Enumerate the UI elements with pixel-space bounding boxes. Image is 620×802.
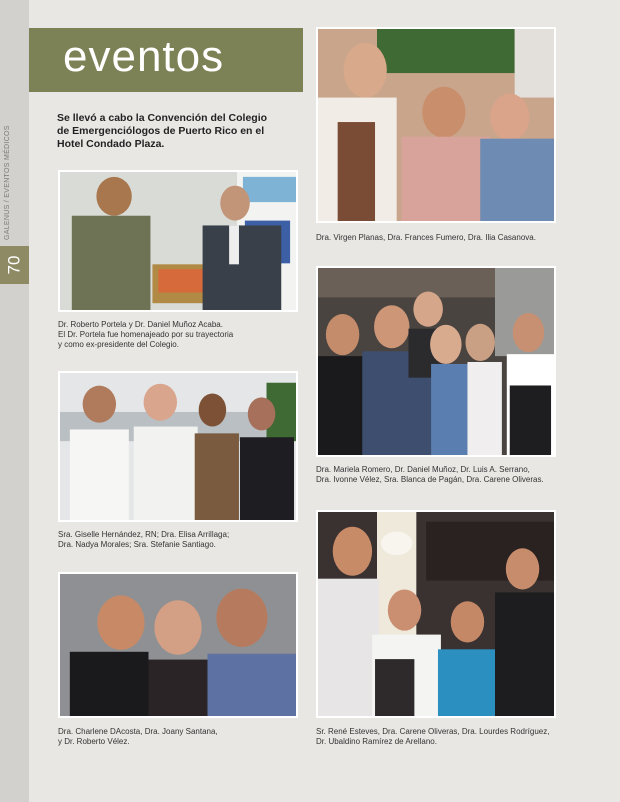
caption-group-four <box>316 727 576 747</box>
intro-line-2: de Emergenciólogos de Puerto Rico en el <box>57 125 265 137</box>
caption-award-line-1: Dr. Roberto Portela y Dr. Daniel Muñoz Acaba. <box>58 320 223 329</box>
side-strip <box>0 0 29 802</box>
caption-terrace <box>58 530 298 550</box>
caption-trio-line-2: y Dr. Roberto Vélez. <box>58 737 130 746</box>
photo-three-women-image <box>318 29 554 221</box>
caption-three-women <box>316 233 566 243</box>
page-number: 70 <box>4 255 24 275</box>
header-bar <box>29 28 303 92</box>
caption-award <box>58 320 298 350</box>
caption-group-four-line-2: Dr. Ubaldino Ramírez de Arellano. <box>316 737 437 746</box>
photo-group-six <box>316 266 556 457</box>
intro-text <box>57 112 297 151</box>
caption-group-six-line-2: Dra. Ivonne Vélez, Sra. Blanca de Pagán, Dra. Carene Oliveras. <box>316 475 544 484</box>
photo-group-six-image <box>318 268 554 455</box>
intro-line-1: Se llevó a cabo la Convención del Colegio <box>57 112 268 124</box>
caption-terrace-line-2: Dra. Nadya Morales; Sra. Stefanie Santiago. <box>58 540 216 549</box>
caption-group-six-line-1: Dra. Mariela Romero, Dr. Daniel Muñoz, Dr. Luis A. Serrano, <box>316 465 530 474</box>
caption-trio-line-1: Dra. Charlene DAcosta, Dra. Joany Santana, <box>58 727 218 736</box>
photo-trio-image <box>60 574 296 716</box>
intro-line-3: Hotel Condado Plaza. <box>57 138 165 150</box>
section-label: GALENUS / EVENTOS MÉDICOS <box>4 125 11 240</box>
photo-award <box>58 170 298 312</box>
photo-award-image <box>60 172 296 310</box>
caption-terrace-line-1: Sra. Giselle Hernández, RN; Dra. Elisa Arrillaga; <box>58 530 230 539</box>
photo-group-four <box>316 510 556 718</box>
caption-award-line-3: y como ex-presidente del Colegio. <box>58 340 179 349</box>
caption-group-six <box>316 465 576 485</box>
photo-terrace-image <box>60 373 296 520</box>
caption-three-women-line-1: Dra. Virgen Planas, Dra. Frances Fumero, Dra. Ilia Casanova. <box>316 233 536 242</box>
photo-terrace-group <box>58 371 298 522</box>
page-number-box <box>0 246 29 284</box>
photo-group-four-image <box>318 512 554 716</box>
photo-three-women <box>316 27 556 223</box>
caption-award-line-2: El Dr. Portela fue homenajeado por su trayectoria <box>58 330 234 339</box>
page-title: eventos <box>63 32 225 81</box>
caption-group-four-line-1: Sr. René Esteves, Dra. Carene Oliveras, Dra. Lourdes Rodríguez, <box>316 727 550 736</box>
photo-trio <box>58 572 298 718</box>
caption-trio <box>58 727 298 747</box>
